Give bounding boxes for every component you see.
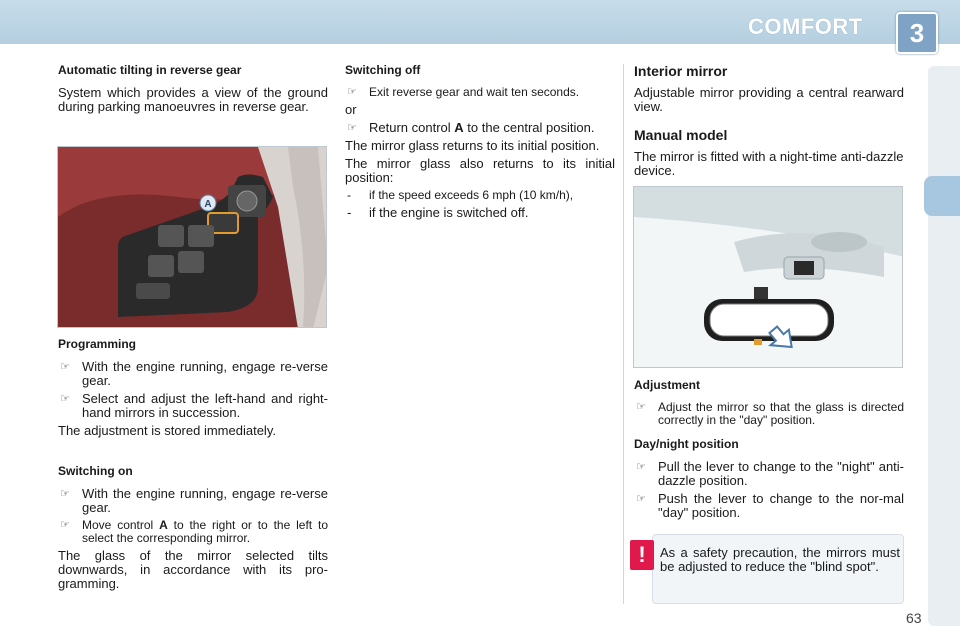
- interior-mirror-drawing: [634, 187, 903, 368]
- list-item: [634, 401, 904, 427]
- side-tab-strip: [928, 66, 960, 626]
- list-item: [345, 86, 615, 99]
- dash-marker: -: [347, 205, 352, 220]
- callout-a-label: A: [204, 199, 212, 210]
- list-item: [345, 206, 615, 220]
- auto-tilt-heading: Automatic tilting in reverse gear: [58, 63, 242, 77]
- list-item: [58, 519, 328, 545]
- control-a-label: A: [159, 518, 168, 532]
- list-item: [634, 460, 904, 488]
- page-title: COMFORT: [748, 14, 863, 39]
- manual-model-text: The mirror is fitted with a night-time anti-dazzle device.: [634, 149, 904, 178]
- interior-mirror-heading: Interior mirror: [634, 63, 728, 79]
- list-item: [634, 492, 904, 520]
- dash-marker: -: [347, 188, 351, 202]
- bullet-text: With the engine running, engage re-verse gear.: [82, 486, 328, 515]
- interior-mirror-illustration: [633, 186, 903, 368]
- adjustment-section: [634, 377, 904, 431]
- dash-text: if the speed exceeds 6 mph (10 km/h),: [369, 188, 574, 202]
- switching-off-section: [345, 62, 615, 224]
- or-text: or: [345, 102, 357, 117]
- switching-off-text-2: The mirror glass also returns to its initial position:: [345, 156, 615, 185]
- pointing-hand-icon: ☞: [60, 488, 70, 500]
- bullet-text: Pull the lever to change to the "night" anti-dazzle position.: [658, 459, 904, 488]
- bullet-text: Exit reverse gear and wait ten seconds.: [369, 85, 580, 99]
- exclamation-warning-icon: !: [630, 540, 654, 570]
- pointing-hand-icon: ☞: [60, 519, 70, 531]
- bullet-text: Move control: [82, 518, 160, 532]
- page-number: 63: [906, 610, 922, 626]
- bullet-text: Return control: [369, 120, 455, 135]
- bullet-text: to the right or to the left to select the corresponding mirror.: [82, 518, 328, 545]
- pointing-hand-icon: ☞: [347, 122, 357, 134]
- switching-on-section: [58, 463, 328, 595]
- column-divider: [623, 64, 624, 604]
- warning-text: As a safety precaution, the mirrors must be adjusted to reduce the "blind spot".: [660, 545, 900, 574]
- control-a-label: A: [454, 120, 464, 135]
- pointing-hand-icon: ☞: [60, 361, 70, 373]
- switching-off-text-1: The mirror glass returns to its initial position.: [345, 138, 600, 153]
- list-item: [58, 392, 328, 420]
- switching-on-text: The glass of the mirror selected tilts downwards, in accordance with its pro-gramming.: [58, 548, 328, 591]
- bullet-text: to the central position.: [463, 120, 595, 135]
- interior-mirror-text: Adjustable mirror providing a central rearward view.: [634, 85, 904, 114]
- manual-model-heading: Manual model: [634, 127, 728, 143]
- auto-tilt-section: [58, 62, 328, 118]
- pointing-hand-icon: ☞: [636, 401, 646, 413]
- pointing-hand-icon: ☞: [636, 461, 646, 473]
- door-control-drawing: [58, 147, 327, 328]
- side-tab-current[interactable]: [924, 176, 960, 216]
- day-night-heading: Day/night position: [634, 437, 739, 451]
- bullet-text: Adjust the mirror so that the glass is directed correctly in the "day" position.: [658, 400, 904, 427]
- auto-tilt-text: System which provides a view of the ground during parking manoeuvres in reverse gear.: [58, 85, 328, 114]
- bullet-text: With the engine running, engage re-verse gear.: [82, 359, 328, 388]
- programming-text: The adjustment is stored immediately.: [58, 423, 276, 438]
- bullet-text: Select and adjust the left-hand and right-hand mirrors in succession.: [82, 391, 328, 420]
- dash-text: if the engine is switched off.: [369, 205, 529, 220]
- list-item: [58, 360, 328, 388]
- chapter-badge: 3: [896, 12, 938, 54]
- adjustment-heading: Adjustment: [634, 378, 700, 392]
- switching-off-heading: Switching off: [345, 63, 421, 77]
- bullet-text: Push the lever to change to the nor-mal "day" position.: [658, 491, 904, 520]
- programming-section: [58, 336, 328, 442]
- door-control-illustration: [57, 146, 327, 328]
- list-item: [58, 487, 328, 515]
- day-night-section: [634, 436, 904, 524]
- pointing-hand-icon: ☞: [636, 493, 646, 505]
- programming-heading: Programming: [58, 337, 137, 351]
- pointing-hand-icon: ☞: [347, 86, 357, 98]
- interior-mirror-section: [634, 62, 904, 182]
- list-item: [345, 189, 615, 202]
- list-item: [345, 121, 615, 135]
- pointing-hand-icon: ☞: [60, 393, 70, 405]
- switching-on-heading: Switching on: [58, 464, 133, 478]
